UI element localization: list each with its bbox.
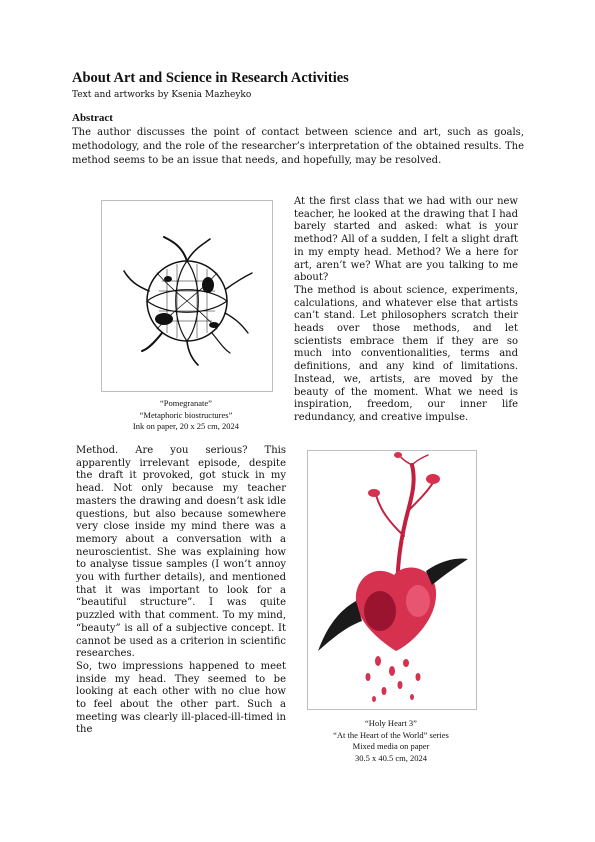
holy-heart-artwork	[307, 450, 477, 710]
left-paragraph-2: So, two impressions happened to meet inside my head. They seemed to be looking at each other with no clue how to feel about the other part. Such a meeting was clearly ill-placed-ill-timed in the	[76, 660, 286, 736]
pomegranate-drawing	[102, 201, 272, 391]
paper-title: About Art and Science in Research Activities	[72, 70, 349, 86]
figure1-caption-title: “Pomegranate”	[160, 398, 212, 408]
author-line: Text and artworks by Ksenia Mazheyko	[72, 90, 252, 100]
left-paragraph-1: Method. Are you serious? This apparently irrelevant episode, despite the draft it provoked, got stuck in my head. Not only because my teacher masters the drawing and doesn’t ask idle questions, but also because somewhere very close inside my mind there was a memory about a conversation with a neuroscientist. She was explaining how to analyse tissue samples (I won’t annoy you with further details), and mentioned that it was important to look for a “beautiful structure”. I was quite puzzled with that comment. To my mind, “beauty” is all of a subjective concept. It cannot be used as a criterion in scientific researches.	[76, 445, 286, 660]
figure2-caption	[300, 718, 482, 764]
left-column	[76, 445, 286, 737]
figure2-caption-title: “Holy Heart 3”	[365, 718, 417, 728]
right-column	[294, 196, 518, 425]
figure2-caption-medium: Mixed media on paper	[352, 741, 430, 751]
right-paragraph-2: The method is about science, experiments, calculations, and whatever else that artists can’t stand. Let philosophers scratch their heads over those methods, and let scientists embrace them if they are so much into conventionalities, terms and definitions, and any kind of limitations. Instead, we, artists, are moved by the beauty of the moment. What we need is inspiration, freedom, our inner life redundancy, and creative impulse.	[294, 284, 518, 423]
abstract-text: The author discusses the point of contact between science and art, such as goals, methodology, and the role of the researcher’s interpretation of the obtained results. The method seems to be an issue that needs, and hopefully, may be resolved.	[72, 127, 524, 166]
figure1-caption-medium: Ink on paper, 20 x 25 cm, 2024	[132, 421, 240, 431]
figure1-caption-series: “Metaphoric biostructures”	[139, 409, 233, 420]
figure2-caption-series: “At the Heart of the World” series	[333, 729, 449, 740]
abstract-heading: Abstract	[72, 112, 113, 124]
right-paragraph-1: At the first class that we had with our new teacher, he looked at the drawing that I had barely started and asked: what is your method? All of a sudden, I felt a slight draft in my empty head. Method? We a here for art, aren’t we? What are you talking to me about?	[294, 196, 518, 284]
figure1-caption	[96, 398, 276, 433]
holy-heart-painting	[308, 451, 476, 709]
figure2-caption-size: 30.5 x 40.5 cm, 2024	[354, 752, 427, 763]
pomegranate-artwork	[101, 200, 273, 392]
